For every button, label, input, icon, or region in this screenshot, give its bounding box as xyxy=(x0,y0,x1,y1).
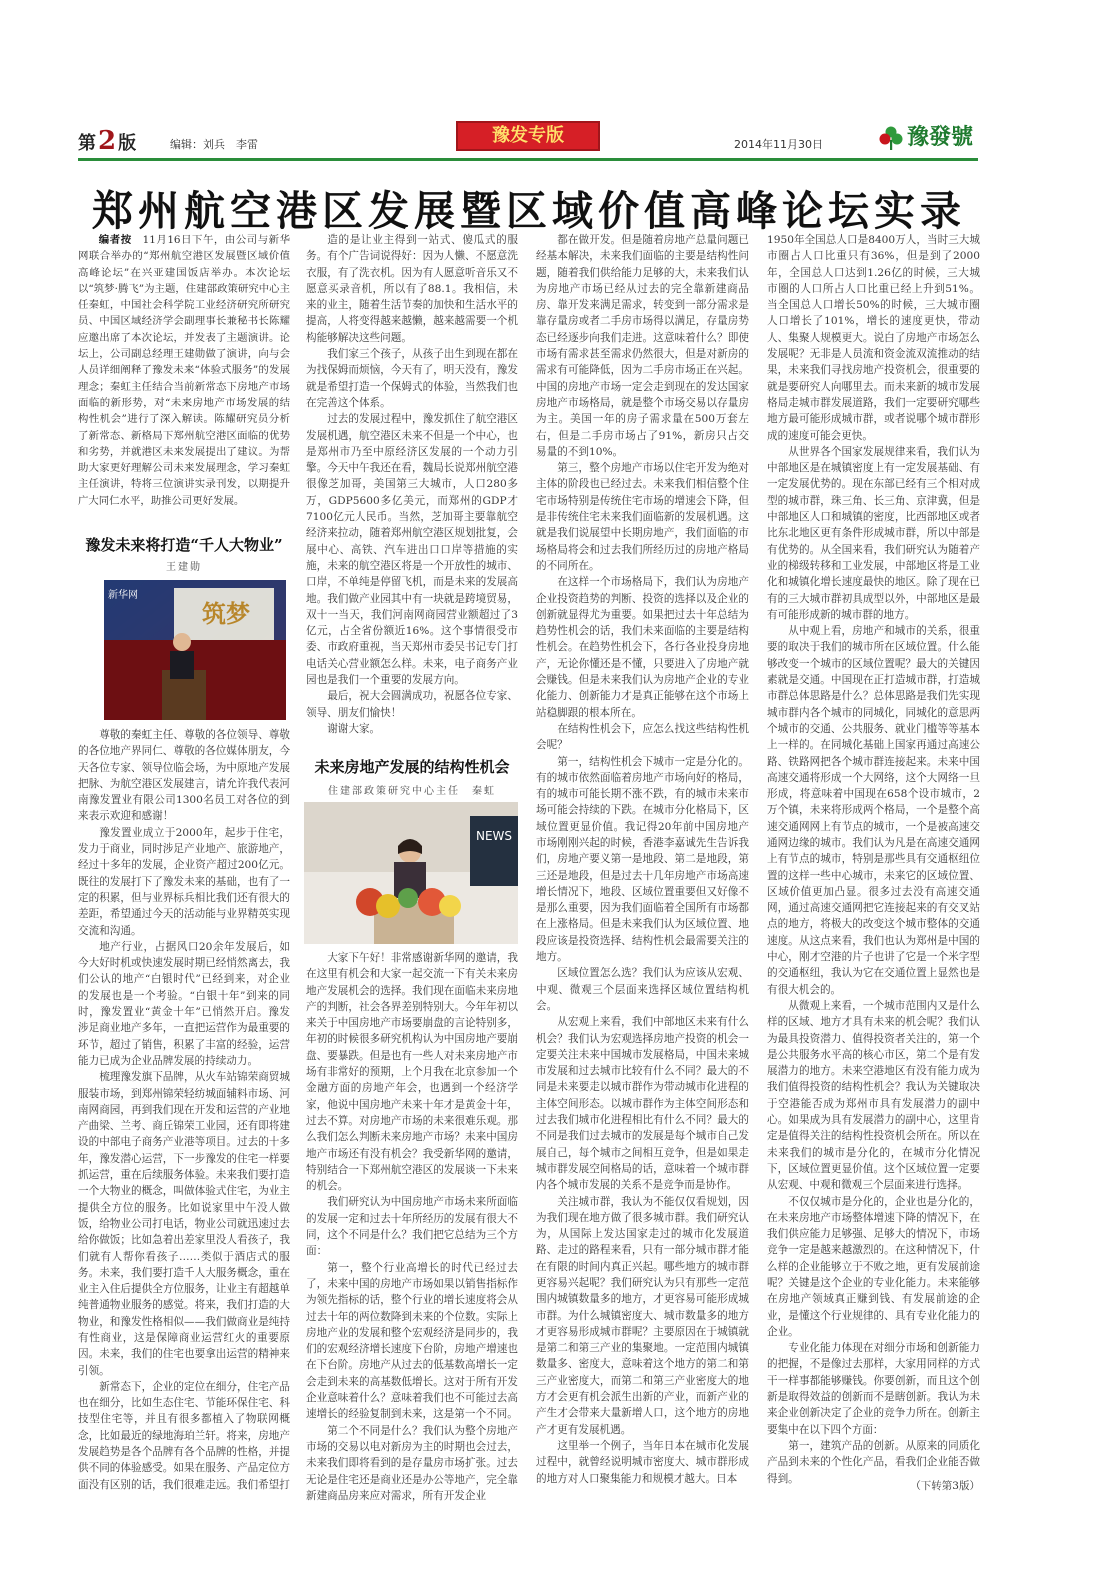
issue-date: 2014年11月30日 xyxy=(734,138,823,151)
paragraph: 我们家三个孩子，从孩子出生到现在都在为找保姆而烦恼，今天有了，明天没有，豫发就是希望打造一个保姆式的体验，当然我们也在完善这个体系。 xyxy=(306,348,518,409)
paragraph: 从中观上看，房地产和城市的关系，很重要的取决于我们的城市所在区域位置。什么能够改变一个城市的区域位置呢？最大的关键因素就是交通。中国现在正打造城市群，打造城市群总体思路是什么？总体思路是我们先实现城市群内各个城市的同城化，同城化的意思两个城市的交通、公共服务、就业门槛等等基本上一样的。在同城化基础上国家再通过高速公路、铁路网把各个城市群连接起来。未来中国高速交通将形成一个大网络，这个大网络一旦形成，将意味着中国现在658个设市城市，2万个镇，未来将形成两个格局，一个是整个高速交通网网上有节点的城市，一个是被高速交通网边缘的城市。我们认为凡是在高速交通网上有节点的城市，特别是那些具有交通枢纽位置的这样一些中心城市，未来它的区域位置、区域价值更加凸显。很多过去没有高速交通网，通过高速交通网把它连接起来的有交叉站点的地方，将极大的改变这个城市整体的交通速度。从这点来看，我们也认为郑州是中国的中心，刚才空港的片子也讲了它是一个米字型的交通枢纽，我认为它在交通位置上显然也是有很大机会的。 xyxy=(767,625,980,996)
paragraph: 第三，整个房地产市场以住宅开发为绝对主体的阶段也已经过去。未来我们相信整个住宅市场特别是传统住宅市场的增速会下降，但是非传统住宅未来我们面临新的发展机遇。这就是我们说展望中长期房地产，我们面临的市场格局将会和过去我们所经历过的房地产格局的不同所在。 xyxy=(536,462,749,572)
article-title-wang: 豫发未来将打造“千人大物业” xyxy=(85,536,283,554)
speaker-photo-illustration xyxy=(104,580,286,720)
speaker-photo-illustration-qin xyxy=(304,802,518,944)
photo-speaker-wang xyxy=(104,580,286,720)
article-body-qin-col4 xyxy=(767,232,980,1485)
page-suffix: 版 xyxy=(118,133,137,154)
paragraph: 谢谢大家。 xyxy=(327,722,381,735)
article-body-wang-col2 xyxy=(306,232,518,740)
article-title-qin: 未来房地产发展的结构性机会 xyxy=(314,758,510,776)
paragraph: 第一，整个行业高增长的时代已经过去了，未来中国的房地产市场如果以销售指标作为领先指标的话，整个行业的增长速度将会从过去十年的两位数降到未来的个位数。实际上房地产业的发展和整个宏观经济是同步的，我们的宏观经济增长速度下台阶，房地产增速也在下台阶。房地产从过去的低基数高增长一定会走到未来的高基数低增长。这对于所有开发企业意味着什么？意味着我们也不可能过去高速增长的经验复制到未来，这是第一个不同。 xyxy=(306,1261,518,1421)
main-headline: 郑州航空港区发展暨区域价值高峰论坛实录 xyxy=(92,187,966,235)
paragraph: 豫发置业成立于2000年，起步于住宅，发力于商业，同时涉足产业地产、旅游地产，经过十多年的发展，企业资产超过200亿元。既往的发展打下了豫发未来的基础，也有了一定的积累，但与业界标兵相比我们还有很大的差距，希望通过今天的活动能与业界精英实现交流和沟通。 xyxy=(78,826,290,937)
paragraph: 第二个不同是什么？我们认为整个房地产市场的交易以电对新房为主的时期也会过去，未来我们即将看到的是存量房市场扩张。过去无论是住宅还是商业还是办公等地产，完全靠新建商品房来应对需求，所有开发企业 xyxy=(306,1424,518,1502)
paragraph: 新常态下，企业的定位在细分，住宅产品也在细分，比如生态住宅、节能环保住宅、科技型住宅等，并且有很多都植入了物联网概念，比如最近的绿地海珀兰轩。将来，房地产发展趋势是各个品牌有各个品牌的性格，并提供不同的体验感受。如果在服务、产品定位方面没有区别的话，我们很难走远。我们希望打 xyxy=(78,1380,290,1491)
editors-note-text: 11月16日下午，由公司与新华网联合举办的“郑州航空港区发展暨区域价值高峰论坛”在兴亚建国饭店举办。本次论坛以“筑梦·腾飞”为主题，住建部政策研究中心主任秦虹，中国社会科学院工业经济研究所研究员、中国区域经济学会副理事长兼秘书长陈耀应邀出席了本次论坛，并发表了主题演讲。论坛上，公司副总经理王建勋做了演讲，向与会人员详细阐释了豫发未来“体验式服务”的发展理念；秦虹主任结合当前新常态下房地产市场面临的新形势，对“未来房地产市场发展的结构性机会”进行了深入解读。陈耀研究员分析了新常态、新格局下郑州航空港区面临的优势和劣势，并就港区未来发展提出了建议。为帮助大家更好理解公司未来发展理念，学习秦虹主任演讲，特将三位演讲实录刊发，以期提升广大同仁水平，助推公司更好发展。 xyxy=(78,234,291,507)
paragraph: 第一，结构性机会下城市一定是分化的。有的城市依然面临着房地产市场向好的格局，有的城市可能长期不涨不跌，有的城市未来市场可能会持续的下跌。在城市分化格局下，区域位置更显价值。我记得20年前中国房地产市场刚刚兴起的时候，香港李嘉诚先生告诉我们，房地产要义第一是地段、第二是地段，第三还是地段，但是过去十几年房地产市场高速增长情况下，地段、区域位置重要但又好像不是那么重要，因为我们面临着全国所有市场都在上涨格局。但是未来我们认为区域位置、地段应该是投资选择、结构性机会最需要关注的地方。 xyxy=(536,755,749,964)
editors-note xyxy=(78,232,291,507)
article-byline-qin: 住建部政策研究中心主任 秦虹 xyxy=(328,786,496,797)
paragraph: 从宏观上来看，我们中部地区未来有什么机会？我们认为宏观选择房地产投资的机会一定要关注未来中国城市发展格局，中国未来城市发展和过去城市比较有什么不同？最大的不同是未来要走以城市群作为带动城市化进程的主体空间形态。以城市群作为主体空间形态和过去我们城市化进程相比有什么不同？最大的不同是我们过去城市的发展是每个城市自己发展自己，每个城市之间相互竞争，但是如果走城市群发展空间格局的话，意味着一个城市群内各个城市发展的关系不是竞争而是协作。 xyxy=(536,1016,749,1192)
editors: 编辑：刘兵 李雷 xyxy=(170,138,258,151)
paragraph: 从微观上来看，一个城市范围内又是什么样的区域、地方才具有未来的机会呢？我们认为最具投资潜力、值得投资者关注的，第一个是公共服务水平高的核心市区，第二个是有发展潜力的地方。未来空港地区有没有能力成为我们值得投资的结构性机会？我认为关键取决于空港能否成为郑州市具有发展潜力的副中心。如果成为具有发展潜力的副中心，这里肯定是值得关注的结构性投资机会所在。所以在未来我们的城市是分化的，在城市分化情况下，区域位置更显价值。这个区域位置一定要从宏观、中观和微观三个层面来进行选择。 xyxy=(767,999,980,1192)
paragraph: 区域位置怎么选？我们认为应该从宏观、中观、微观三个层面来选择区域位置结构机会。 xyxy=(536,967,749,1012)
article-body-qin-col3 xyxy=(536,232,749,1497)
paragraph: 在结构性机会下，应怎么找这些结构性机会呢？ xyxy=(536,722,749,752)
article-byline-wang: 王建勋 xyxy=(166,562,202,573)
page-prefix: 第 xyxy=(78,133,96,154)
photo-speaker-qin xyxy=(304,802,518,944)
paragraph: 关注城市群，我认为不能仅仅看规划，因为我们现在地方做了很多城市群。我们研究认为，从国际上发达国家走过的城市化发展道路、走过的路程来看，只有一部分城市群才能在有限的时间内真正兴起。哪些地方的城市群更容易兴起呢？我们研究认为只有那些一定范围内城镇数量多的地方，才更容易可能形成城市群。为什么城镇密度大、城市数量多的地方才更容易形成城市群呢？主要原因在于城镇就是第二和第三产业的集聚地。一定范围内城镇数量多、密度大，意味着这个地方的第二和第三产业密度大，而第二和第三产业密度大的地方才会更有机会派生出新的产业，而新产业的产生才会带来大量新增人口，这个地方的房地产才更有发展机遇。 xyxy=(536,1195,749,1436)
paragraph: 第一，建筑产品的创新。从原来的同质化产品到未来的个性化产品，看我们企业能否做得到。 xyxy=(767,1439,980,1485)
paragraph: 在这样一个市场格局下，我们认为房地产企业投资趋势的判断、投资的选择以及企业的创新就显得尤为重要。如果把过去十年总结为趋势性机会的话，我们未来面临的主要是结构性机会。在趋势性机会下，各行各业投身房地产，无论你懂还是不懂，只要进入了房地产就会赚钱。但是未来我们认为房地产企业的专业化能力、创新能力才是真正能够在这个市场上站稳脚跟的根本所在。 xyxy=(536,576,749,719)
continued-note: （下转第3版） xyxy=(910,1480,980,1492)
section-banner: 豫发专版 xyxy=(456,121,600,151)
paragraph: 尊敬的秦虹主任、尊敬的各位领导、尊敬的各位地产界同仁、尊敬的各位媒体朋友，今天各位专家、领导位临会场，为中原地产发展把脉、为航空港区发展建言，请允许我代表河南豫发置业有限公司1300名员工对各位的到来表示欢迎和感谢！ xyxy=(78,729,290,823)
paragraph: 这里举一个例子，当年日本在城市化发展过程中，就曾经说明城市密度大、城市群形成的地方对人口聚集能力和规模才越大。日本 xyxy=(536,1439,749,1485)
photo-news-label: NEWS xyxy=(476,829,513,843)
logo-text: 豫發號 xyxy=(907,124,974,150)
header-rule xyxy=(78,158,978,161)
article-body-qin-col2 xyxy=(306,950,518,1502)
paragraph: 最后，祝大会圆满成功，祝愿各位专家、领导、朋友们愉快！ xyxy=(306,690,518,719)
paragraph: 1950年全国总人口是8400万人，当时三大城市圈占人口比重只有36%，但是到了2000年，全国总人口达到1.26亿的时候，三大城市圈的人口所占人口比重已经上升到51%。当全国总人口增长50%的时候，三大城市圈人口增长了101%，增长的速度更快，带动人、集聚人规模更大。说白了房地产市场怎么发展呢？无非是人员流和资金流双流推动的结果，未来我们寻找房地产投资机会，很重要的就是要研究人向哪里去。而未来新的城市发展格局走城市群发展道路，我们一定要研究哪些地方最可能形成城市群，或者说哪个城市群形成的速度可能会更快。 xyxy=(767,234,980,442)
paragraph: 过去的发展过程中，豫发抓住了航空港区发展机遇，航空港区未来不但是一个中心，也是郑州市乃至中原经济区发展的一个动力引擎。今天中午我还在看，魏局长说郑州航空港很像芝加哥，美国第三大城市，人口280多万，GDP5600多亿美元，而郑州的GDP才7100亿元人民币。当然，芝加哥主要靠航空经济来拉动，随着郑州航空港区规划批复，会展中心、高铁、汽车进出口口岸等措施的实施，未来的航空港区将是一个开放性的城市、口岸，不单纯是停留飞机，而是未来的发展高地。我们做产业园其中有一块就是跨境贸易，双十一当天，我们河南网商园营业额超过了3亿元，占全省份额近16%。这个事情很受市委、市政府重视，当天郑州市委吴书记专门打电话关心营业额怎么样。未来，电子商务产业园也是我们一个重要的发展方向。 xyxy=(306,413,518,687)
paragraph: 都在做开发。但是随着房地产总量问题已经基本解决，未来我们面临的主要是结构性问题，随着我们供给能力足够的大，未来我们认为房地产市场已经从过去的完全靠新建商品房、靠开发来满足需求，转变到一部分需求是靠存量房或者二手房市场得以满足，存量房势态已经逐步向我们走进。这意味着什么？即使市场有需求甚至需求仍然很大，但是对新房的需求有可能降低，因为二手房市场正在兴起。中国的房地产市场一定会走到现在的发达国家房地产市场格局，就是整个市场交易以存量房为主。美国一年的房子需求量在500万套左右，但是二手房市场占了91%，新房只占交易量的不到10%。 xyxy=(536,234,749,458)
clover-icon xyxy=(878,125,904,151)
paragraph: 我们研究认为中国房地产市场未来所面临的发展一定和过去十年所经历的发展有很大不同，这个不同是什么？我们把它总结为三个方面： xyxy=(306,1196,518,1258)
paragraph: 大家下午好！非常感谢新华网的邀请，我在这里有机会和大家一起交流一下有关未来房地产发展机会的选择。我们现在面临未来房地产的判断，社会各界差别特别大。今年年初以来关于中国房地产市场要崩盘的言论特别多，年初的时候很多研究机构认为中国房地产要崩盘、要暴跌。但是也有一些人对未来房地产市场有非常好的预期，上个月我在北京参加一个金融方面的房地产年会，也遇到一个经济学家，他说中国房地产未来十年才是黄金十年，过去不算。对房地产市场的未来很难乐观。那么我们怎么判断未来房地产市场？未来中国房地产市场还有没有机会？我受新华网的邀请，特别结合一下郑州航空港区的发展谈一下未来的机会。 xyxy=(306,952,518,1193)
paragraph: 梳理豫发旗下品牌，从火车站锦荣商贸城服装市场，到郑州锦荣轻纺城面辅料市场、河南网商园，再到我们现在开发和运营的产业地产曲梁、兰考、商丘锦荣工业园，还有即将建设的中部电子商务产业港等项目。过去的十多年，豫发潜心运营，下一步豫发的住宅一样要抓运营，重在后续服务体验。未来我们要打造一个大物业的概念，叫做体验式住宅，为业主提供全方位的服务。比如说家里中午没人做饭，给物业公司打电话，物业公司就迅速过去给你做饭；比如急着出差家里没人看孩子，我们就有人帮你看孩子……类似于酒店式的服务。未来，我们要打造千人大服务概念，重在业主入住后提供全方位服务，让业主有超越单纯普通物业服务的感觉。将来，我们打造的大物业，和豫发性格相似——我们做商业是纯持有性商业，这是保障商业运营红火的重要原因。未来，我们的住宅也要拿出运营的精神来引领。 xyxy=(78,1071,290,1377)
paragraph: 专业化能力体现在对细分市场和创新能力的把握，不是像过去那样，大家用同样的方式干一样事都能够赚钱。你要创新，而且这个创新是取得效益的创新而不是瞎创新。我认为未来企业创新决定了企业的竞争力所在。创新主要集中在以下四个方面： xyxy=(767,1342,980,1436)
paragraph: 从世界各个国家发展规律来看，我们认为中部地区是在城镇密度上有一定发展基础、有一定发展优势的。现在东部已经有三个相对成型的城市群，珠三角、长三角、京津冀，但是中部地区人口和城镇的密度，比西部地区或者比东北地区更有条件形成城市群，所以中部是有优势的。从全国来看，我们研究认为随着产业的梯级转移和工业发展，中部地区将是工业化和城镇化增长速度最快的地区。除了现在已有的三大城市群初具成型以外，中部地区是最有可能形成新的城市群的地方。 xyxy=(767,445,980,621)
paragraph: 造的是让业主得到一站式、傻瓜式的服务。有个广告词说得好：因为人懒、不愿意洗衣服，有了洗衣机。因为有人愿意听音乐又不愿意买录音机，所以有了88.1。我相信，未来的业主，随着生活节奏的加快和生活水平的提高，人将变得越来越懒，越来越需要一个机构能够解决这些问题。 xyxy=(306,234,518,344)
paragraph: 不仅仅城市是分化的，企业也是分化的，在未来房地产市场整体增速下降的情况下，在我们供应能力足够强、足够大的情况下，市场竞争一定是越来越激烈的。在这种情况下，什么样的企业能够立于不败之地，更有发展前途呢？关键是这个企业的专业化能力。未来能够在房地产领域真正赚到钱、有发展前途的企业，是懂这个行业规律的、具有专业化能力的企业。 xyxy=(767,1195,980,1338)
editors-note-label: 编者按 xyxy=(98,234,132,246)
photo-screen-text: 筑梦 xyxy=(202,599,250,628)
page-number xyxy=(78,126,136,156)
photo-logo-label: 新华网 xyxy=(108,590,138,601)
masthead-logo xyxy=(878,120,973,151)
page-number-value: 2 xyxy=(98,126,117,156)
article-body-wang-col1 xyxy=(78,727,290,1497)
paragraph: 地产行业，占据风口20余年发展后，如今大好时机或快速发展时期已经悄然离去，我们公认的地产“白银时代”已经到来，对企业的发展也是一个考验。“白银十年”到来的同时，豫发置业“黄金十年”已悄然开启。豫发涉足商业地产多年，一直把运营作为最重要的环节，超过了销售，积累了丰富的经验，运营能力已成为企业品牌发展的持续动力。 xyxy=(78,940,290,1067)
